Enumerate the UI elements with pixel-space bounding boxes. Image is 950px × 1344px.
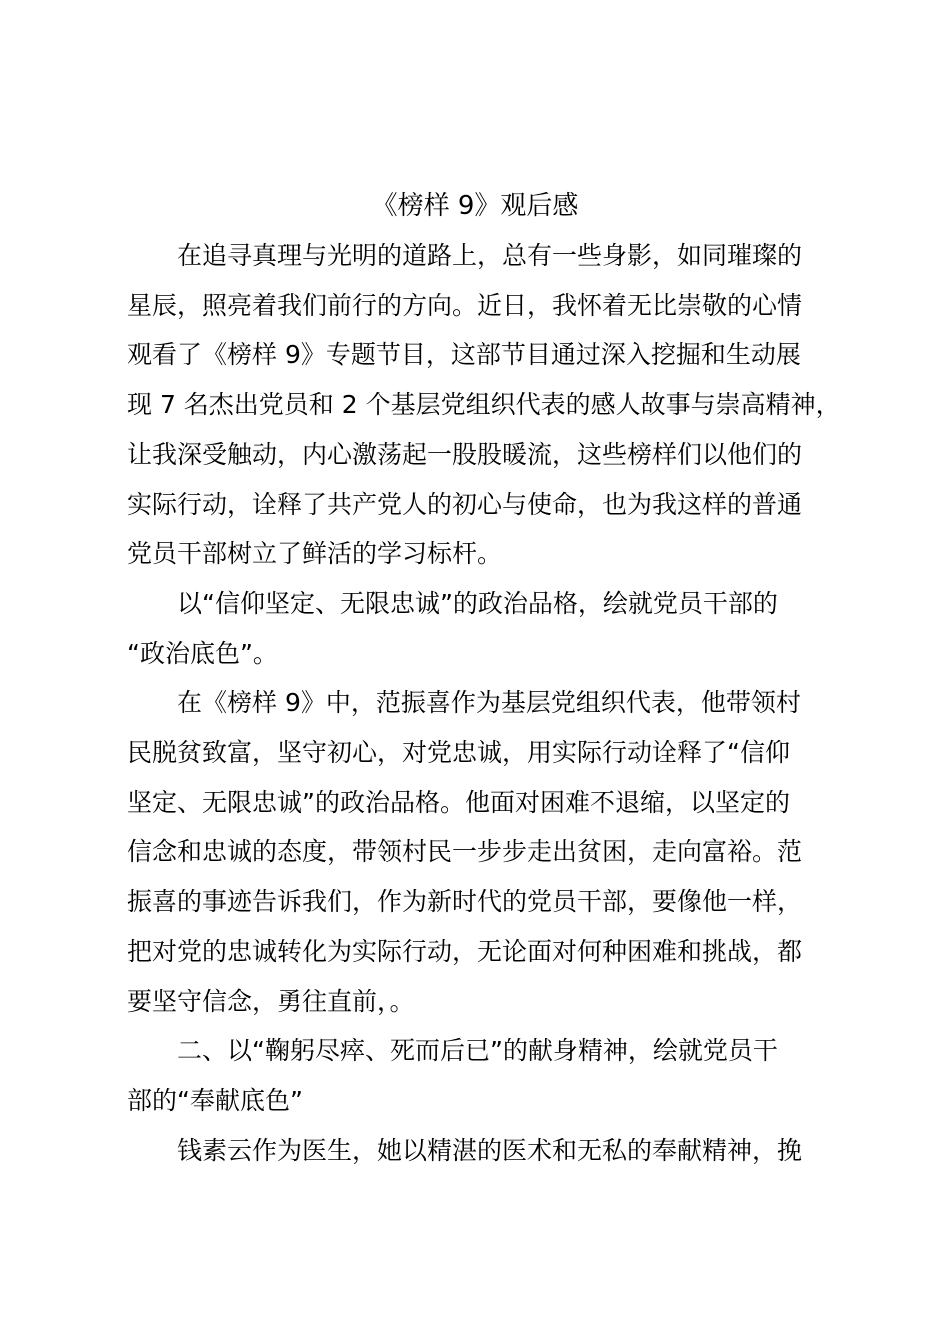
text-line: 振喜的事迹告诉我们，作为新时代的党员干部，要像他一样， (127, 887, 803, 917)
text-line: 部的“奉献底色” (127, 1085, 303, 1115)
text-line: 在追寻真理与光明的道路上，总有一些身影，如同璀璨的 (177, 241, 803, 270)
text-line: 民脱贫致富，坚守初心，对党忠诚，用实际行动诠释了“信仰 (127, 738, 790, 768)
text-line: 钱素云作为医生，她以精湛的医术和无私的奉献精神，挽 (177, 1135, 803, 1165)
text-line: 在《榜样 9》中，范振喜作为基层党组织代表，他带领村 (177, 688, 801, 718)
paragraph-intro (127, 231, 841, 579)
section-heading-1 (127, 579, 831, 678)
section-heading-2 (127, 1026, 831, 1125)
text-line: 让我深受触动，内心激荡起一股股暖流，这些榜样们以他们的 (127, 439, 803, 469)
text-line: 把对党的忠诚转化为实际行动，无论面对何种困难和挑战，都 (127, 936, 803, 966)
paragraph-qian-suyun (127, 1126, 831, 1176)
text-line: 要坚守信念，勇往直前，。 (127, 986, 415, 1016)
text-line: 星辰，照亮着我们前行的方向。近日，我怀着无比崇敬的心情 (127, 290, 803, 320)
text-line: 信念和忠诚的态度，带领村民一步步走出贫困，走向富裕。范 (127, 837, 803, 867)
text-line: 二、以“鞠躬尽瘁、死而后已”的献身精神，绘就党员干 (177, 1036, 778, 1066)
text-line: “政治底色”。 (127, 638, 278, 668)
document-title: 《榜样 9》观后感 (371, 191, 579, 221)
text-line: 现 7 名杰出党员和 2 个基层党组织代表的感人故事与崇高精神， (127, 390, 841, 420)
text-line: 实际行动，诠释了共产党人的初心与使命，也为我这样的普通 (127, 489, 803, 519)
text-line: 以“信仰坚定、无限忠诚”的政治品格，绘就党员干部的 (177, 588, 778, 618)
paragraph-fan-zhenxi (127, 678, 831, 1026)
text-line: 党员干部树立了鲜活的学习标杆。 (127, 539, 503, 569)
text-line: 坚定、无限忠诚”的政治品格。他面对困难不退缩，以坚定的 (127, 787, 790, 817)
document-body (127, 231, 841, 1175)
text-line: 观看了《榜样 9》专题节目，这部节目通过深入挖掘和生动展 (127, 340, 801, 370)
